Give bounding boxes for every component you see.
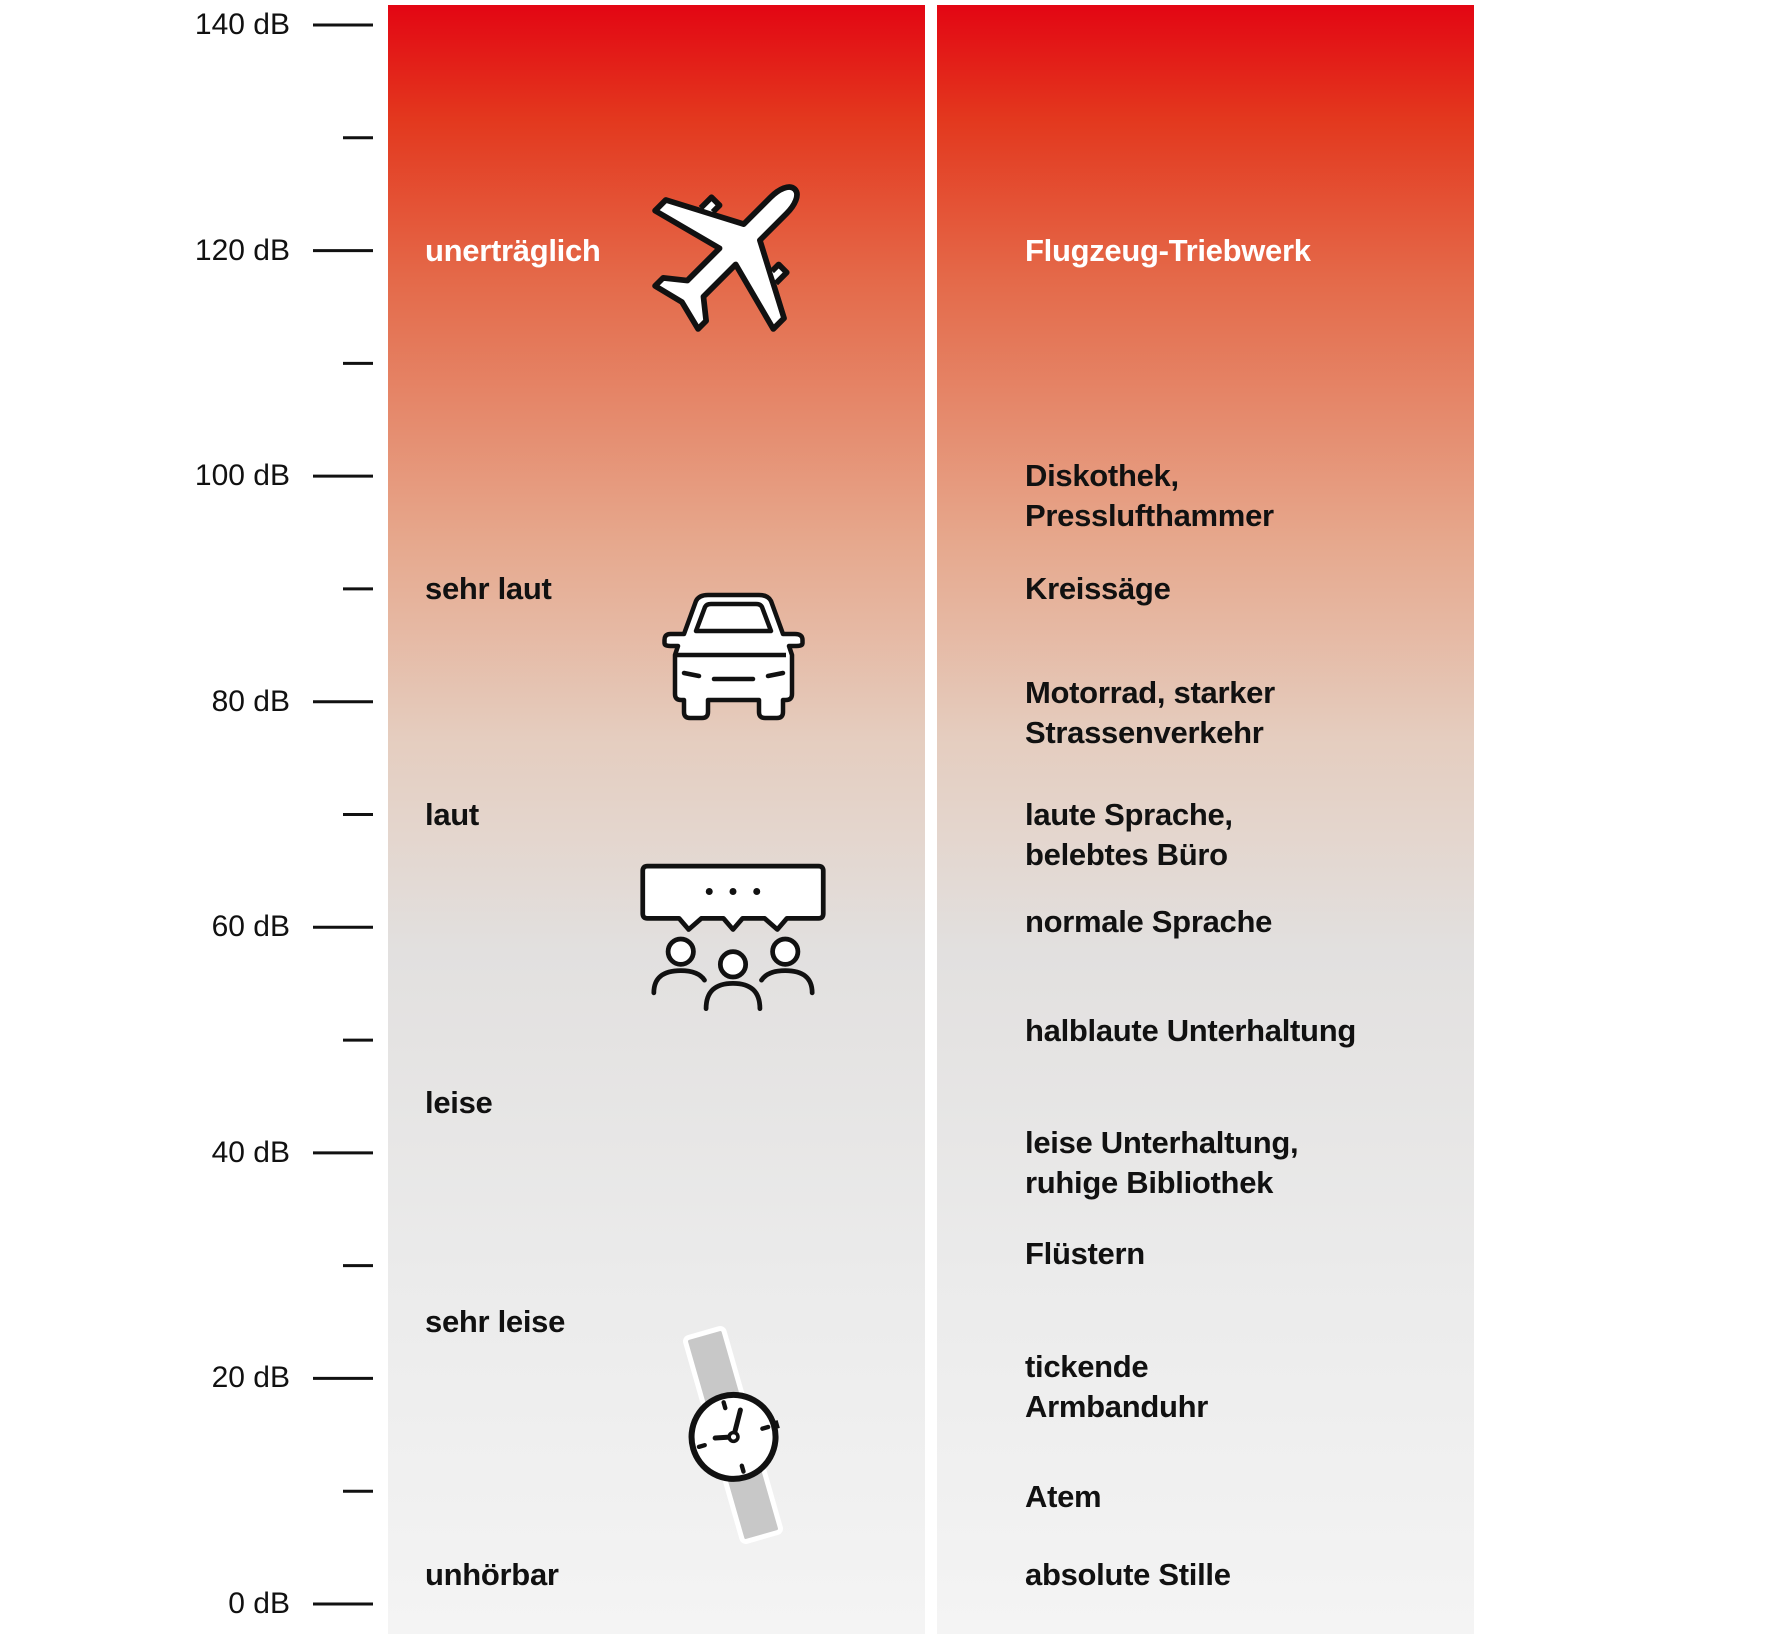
source-label	[1025, 231, 1311, 271]
source-label-line: tickende	[1025, 1349, 1149, 1385]
db-label: 80 dB	[211, 684, 290, 718]
category-label: unerträglich	[425, 232, 601, 268]
source-label-line: Atem	[1025, 1478, 1102, 1514]
people-talking-icon	[638, 859, 828, 1019]
source-label	[1025, 902, 1272, 942]
source-label-line: laute Sprache,	[1025, 796, 1233, 832]
source-label	[1025, 1011, 1356, 1051]
source-label-line: Armbanduhr	[1025, 1389, 1209, 1425]
source-label-line: Motorrad, starker	[1025, 674, 1275, 710]
category-label: sehr leise	[425, 1304, 566, 1340]
source-label-line: Diskothek,	[1025, 458, 1179, 494]
db-label: 0 dB	[228, 1587, 290, 1620]
source-label-line: Flugzeug-Triebwerk	[1025, 232, 1311, 268]
wristwatch-icon	[663, 1325, 803, 1545]
category-label: leise	[425, 1085, 493, 1121]
source-label-line: leise Unterhaltung,	[1025, 1124, 1299, 1160]
source-label-line: Flüstern	[1025, 1236, 1145, 1272]
source-label-line: Presslufthammer	[1025, 498, 1274, 534]
source-label-line: Kreissäge	[1025, 570, 1171, 606]
db-label: 20 dB	[211, 1361, 290, 1395]
source-label	[1025, 569, 1171, 609]
source-label	[1025, 1555, 1231, 1595]
airplane-icon	[638, 156, 828, 346]
source-label-line: belebtes Büro	[1025, 836, 1228, 872]
db-label: 60 dB	[211, 910, 290, 944]
db-label: 120 dB	[194, 233, 290, 267]
db-label: 100 dB	[194, 459, 290, 493]
source-label	[1025, 456, 1274, 536]
source-label	[1025, 1123, 1298, 1203]
source-label-line: normale Sprache	[1025, 903, 1273, 939]
source-label	[1025, 673, 1275, 753]
source-label	[1025, 1347, 1208, 1427]
category-label: laut	[425, 796, 479, 832]
source-label-line: ruhige Bibliothek	[1025, 1164, 1274, 1200]
category-label: unhörbar	[425, 1556, 559, 1592]
source-label-line: halblaute Unterhaltung	[1025, 1013, 1356, 1049]
source-label-line: Strassenverkehr	[1025, 714, 1264, 750]
source-label-line: absolute Stille	[1025, 1556, 1231, 1592]
source-label	[1025, 1234, 1145, 1274]
source-label	[1025, 795, 1233, 875]
car-icon	[651, 589, 816, 724]
source-label	[1025, 1477, 1101, 1517]
category-label: sehr laut	[425, 570, 552, 606]
db-label: 40 dB	[211, 1135, 290, 1169]
db-label: 140 dB	[194, 8, 290, 41]
